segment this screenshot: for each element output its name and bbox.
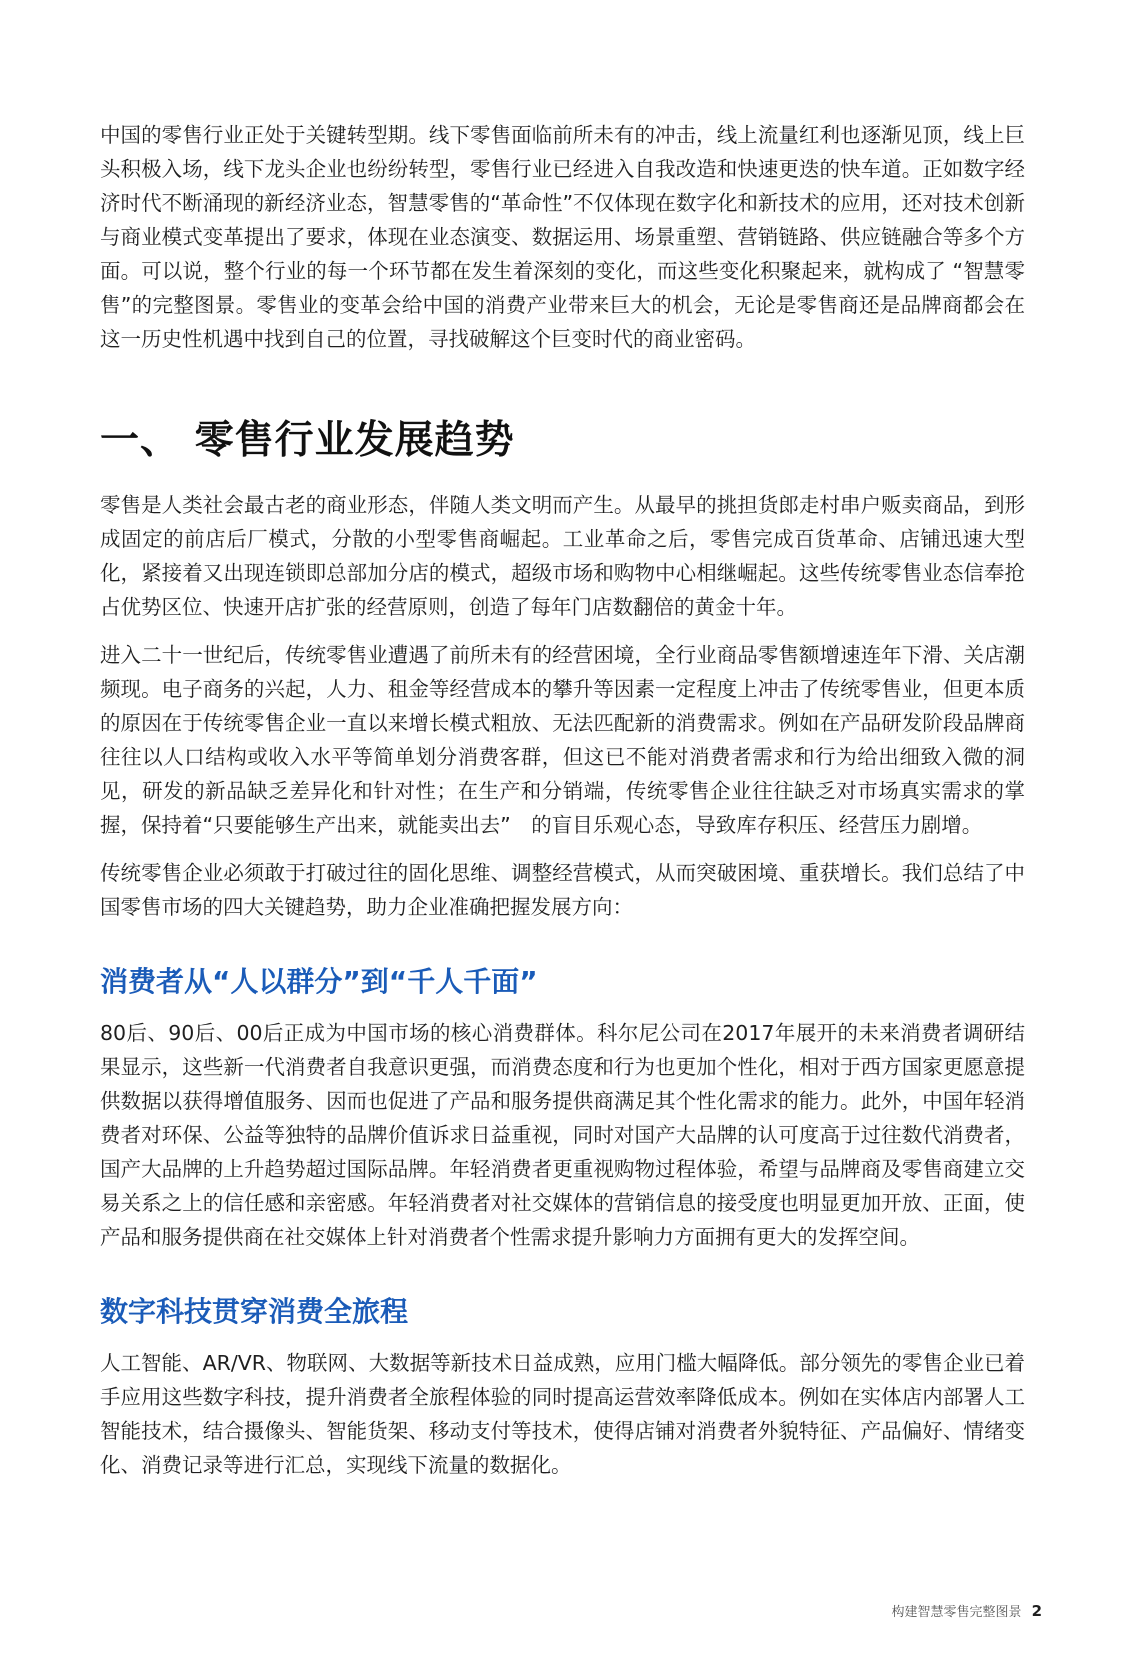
section1-paragraph-1: 零售是人类社会最古老的商业形态，伴随人类文明而产生。从最早的挑担货郎走村串户贩卖商品，到形成固定的前店后厂模式，分散的小型零售商崛起。工业革命之后，零售完成百货革命、店铺迅速大型化，紧接着又出现连锁即总部加分店的模式，超级市场和购物中心相继崛起。这些传统零售业态信奉抢占优势区位、快速开店扩张的经营原则，创造了每年门店数翻倍的黄金十年。: [100, 493, 1025, 619]
section3-paragraph-1: 人工智能、AR/VR、物联网、大数据等新技术日益成熟，应用门槛大幅降低。部分领先的零售企业已着手应用这些数字科技，提升消费者全旅程体验的同时提高运营效率降低成本。例如在实体店内部署人工智能技术，结合摄像头、智能货架、移动支付等技术，使得店铺对消费者外貌特征、产品偏好、情绪变化、消费记录等进行汇总，实现线下流量的数据化。: [100, 1351, 1025, 1477]
page-footer: [892, 1601, 1042, 1620]
subheading-consumers: 消费者从“人以群分”到“千人千面”: [100, 965, 538, 998]
footer-document-title: 构建智慧零售完整图景: [891, 1605, 1022, 1620]
section-heading-retail-trends: 一、 零售行业发展趋势: [100, 418, 515, 463]
page-number: 2: [1031, 1602, 1042, 1620]
section1-paragraph-2: 进入二十一世纪后，传统零售业遭遇了前所未有的经营困境，全行业商品零售额增速连年下滑、关店潮频现。电子商务的兴起，人力、租金等经营成本的攀升等因素一定程度上冲击了传统零售业，但更本质的原因在于传统零售企业一直以来增长模式粗放、无法匹配新的消费需求。例如在产品研发阶段品牌商往往以人口结构或收入水平等简单划分消费客群，但这已不能对消费者需求和行为给出细致入微的洞见，研发的新品缺乏差异化和针对性；在生产和分销端，传统零售企业往往缺乏对市场真实需求的掌握，保持着“只要能够生产出来，就能卖出去” 的盲目乐观心态，导致库存积压、经营压力剧增。: [100, 643, 1025, 837]
page-content: [100, 118, 1025, 1482]
subheading-digital-tech: 数字科技贯穿消费全旅程: [100, 1295, 409, 1328]
section1-paragraph-3: 传统零售企业必须敢于打破过往的固化思维、调整经营模式，从而突破困境、重获增长。我们总结了中国零售市场的四大关键趋势，助力企业准确把握发展方向：: [100, 861, 1025, 919]
intro-paragraph: 中国的零售行业正处于关键转型期。线下零售面临前所未有的冲击，线上流量红利也逐渐见顶，线上巨头积极入场，线下龙头企业也纷纷转型，零售行业已经进入自我改造和快速更迭的快车道。正如数字经济时代不断涌现的新经济业态，智慧零售的“革命性”不仅体现在数字化和新技术的应用，还对技术创新与商业模式变革提出了要求，体现在业态演变、数据运用、场景重塑、营销链路、供应链融合等多个方面。可以说，整个行业的每一个环节都在发生着深刻的变化，而这些变化积聚起来，就构成了 “智慧零售”的完整图景。零售业的变革会给中国的消费产业带来巨大的机会，无论是零售商还是品牌商都会在这一历史性机遇中找到自己的位置，寻找破解这个巨变时代的商业密码。: [100, 123, 1025, 351]
section2-paragraph-1: 80后、90后、00后正成为中国市场的核心消费群体。科尔尼公司在2017年展开的未来消费者调研结果显示，这些新一代消费者自我意识更强，而消费态度和行为也更加个性化，相对于西方国家更愿意提供数据以获得增值服务、因而也促进了产品和服务提供商满足其个性化需求的能力。此外，中国年轻消费者对环保、公益等独特的品牌价值诉求日益重视，同时对国产大品牌的认可度高于过往数代消费者，国产大品牌的上升趋势超过国际品牌。年轻消费者更重视购物过程体验，希望与品牌商及零售商建立交易关系之上的信任感和亲密感。年轻消费者对社交媒体的营销信息的接受度也明显更加开放、正面，使产品和服务提供商在社交媒体上针对消费者个性需求提升影响力方面拥有更大的发挥空间。: [100, 1021, 1025, 1249]
